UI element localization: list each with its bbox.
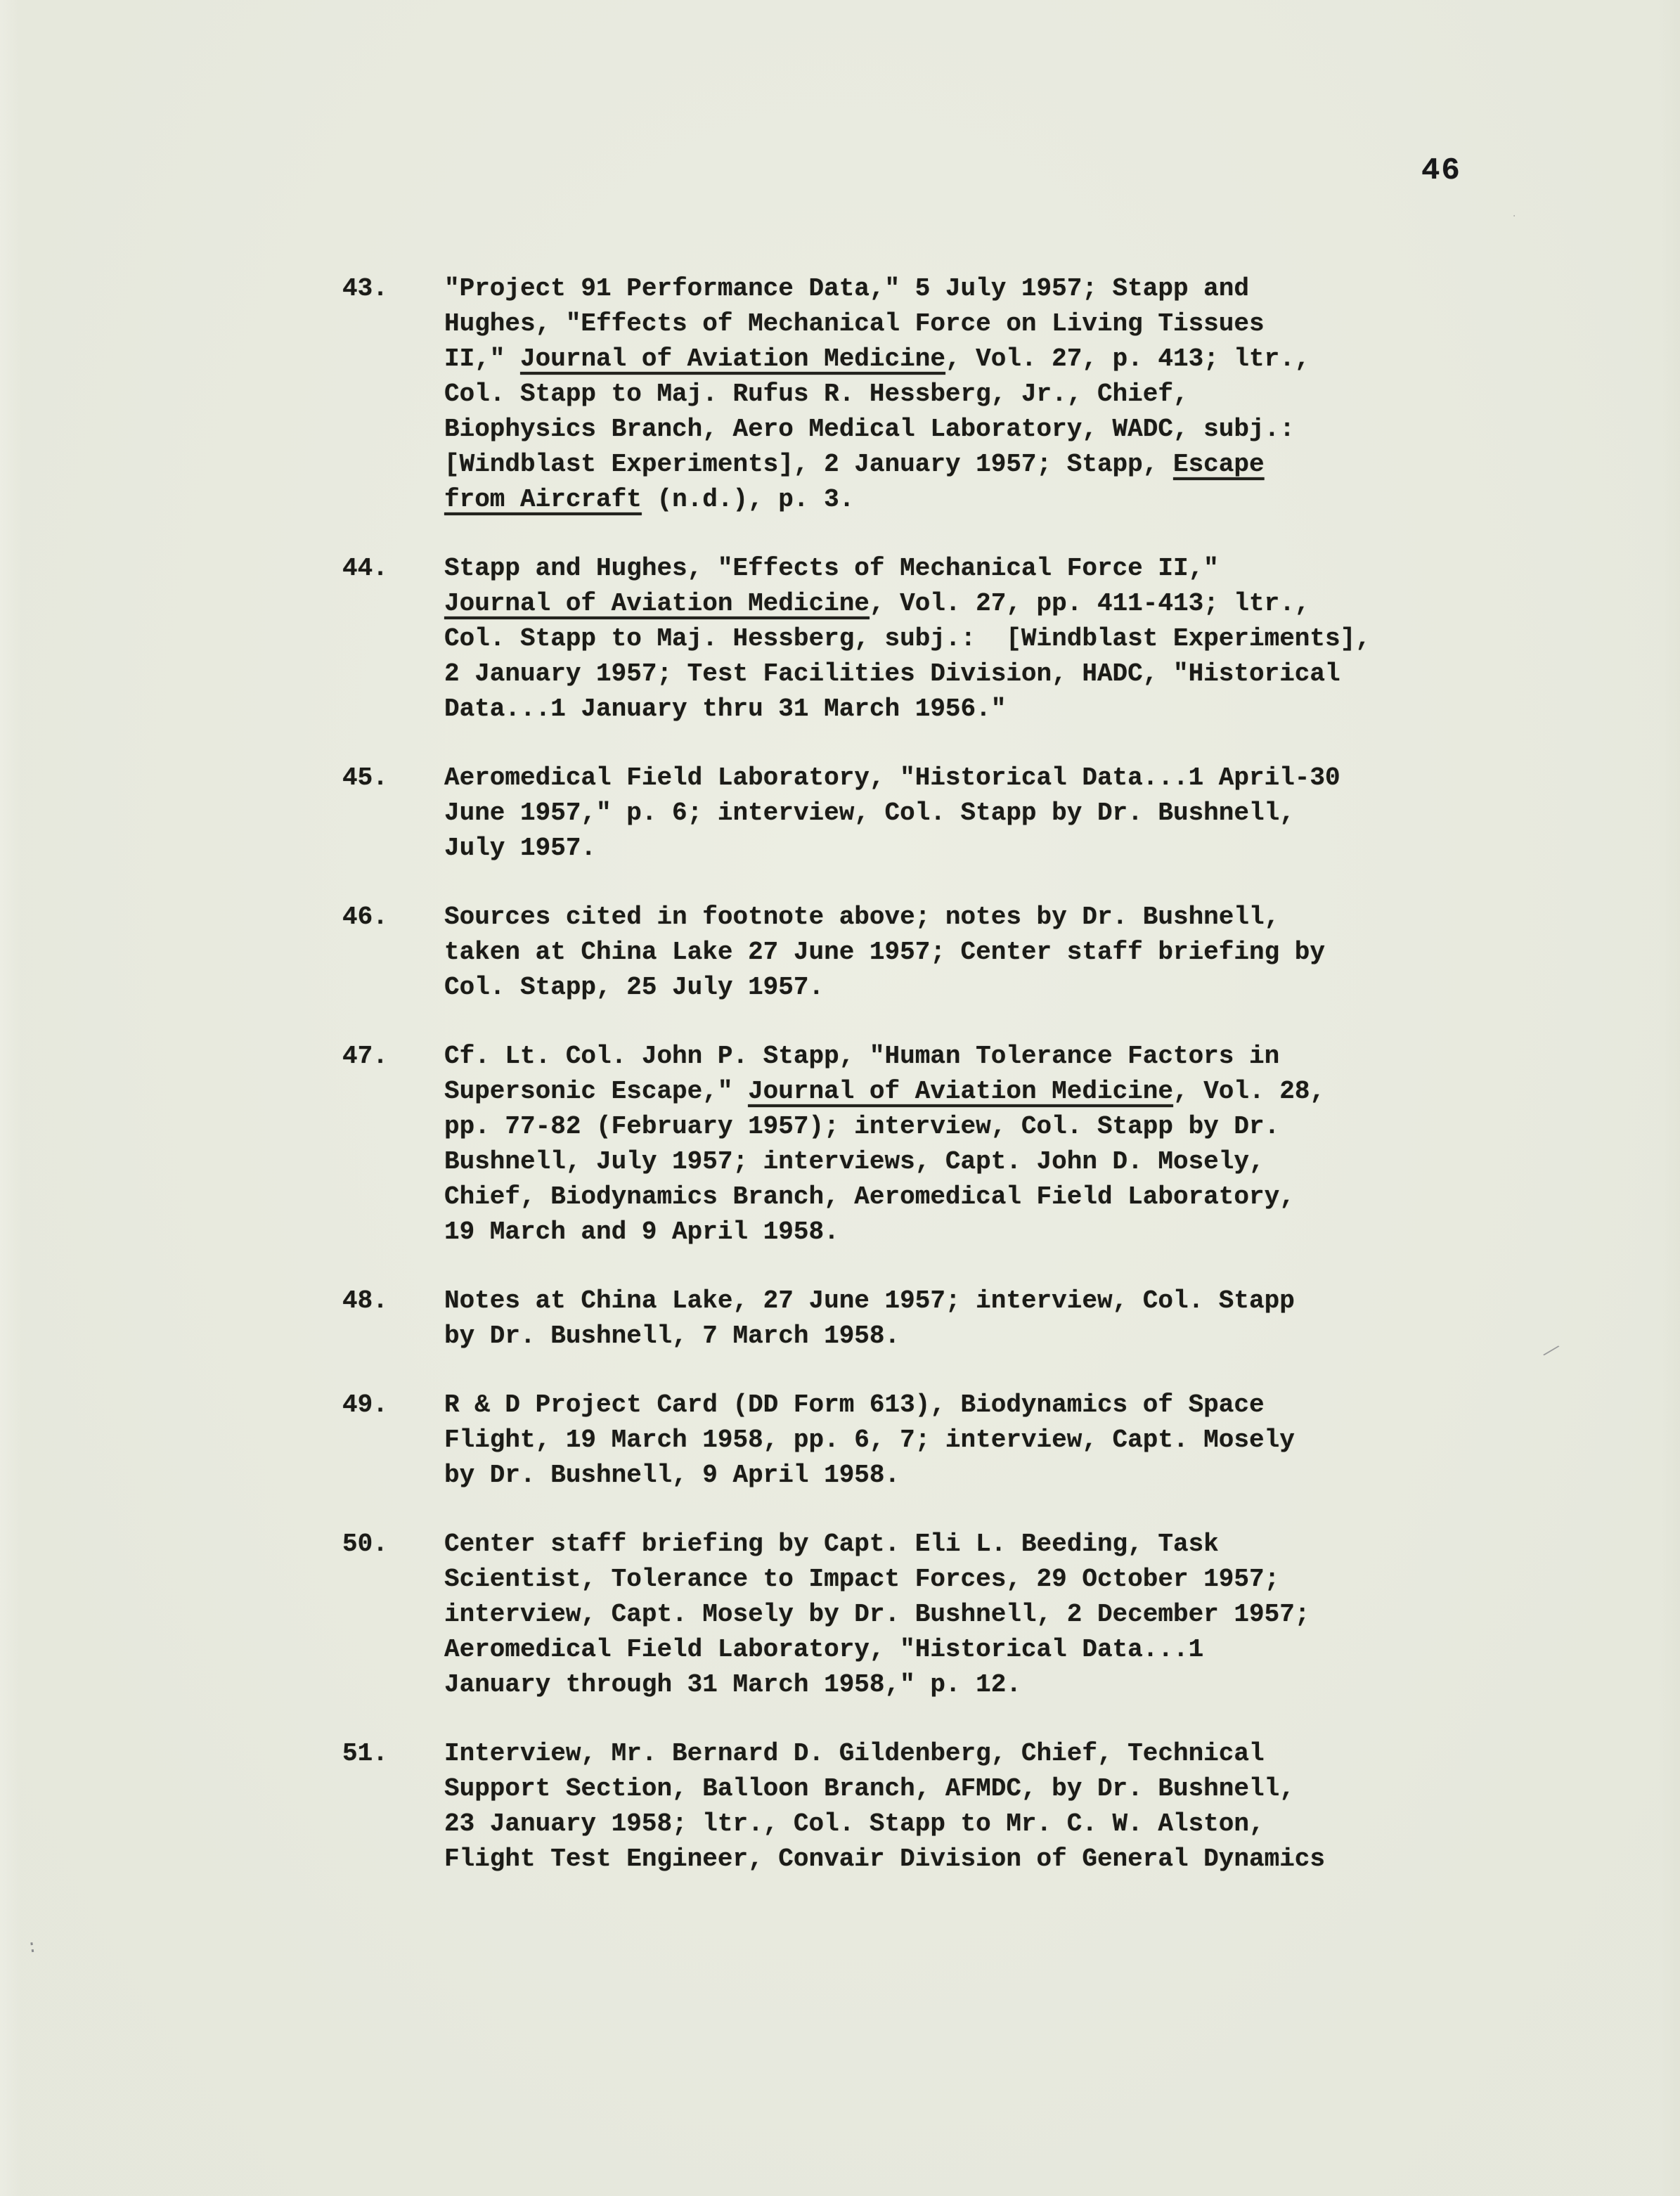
scan-artifact: :	[25, 1936, 39, 1958]
footnote-text	[444, 761, 1551, 866]
footnote-line: Col. Stapp to Maj. Rufus R. Hessberg, Jr., Chief,	[444, 380, 1189, 408]
footnote-text	[444, 900, 1551, 1005]
footnote-line: Supersonic Escape," Journal of Aviation Medicine, Vol. 28,	[444, 1077, 1326, 1106]
footnote-line: 19 March and 9 April 1958.	[444, 1218, 839, 1246]
footnote-line: Cf. Lt. Col. John P. Stapp, "Human Tolerance Factors in	[444, 1042, 1280, 1071]
footnote-line: Center staff briefing by Capt. Eli L. Beeding, Task	[444, 1530, 1219, 1558]
footnote-text	[444, 1284, 1551, 1354]
footnote-number: 48.	[342, 1286, 388, 1315]
footnote-line: Sources cited in footnote above; notes by Dr. Bushnell,	[444, 903, 1280, 931]
footnote-item	[342, 900, 1551, 1005]
underlined-title: Journal of Aviation Medicine	[520, 344, 945, 373]
footnote-line: Flight Test Engineer, Convair Division of General Dynamics	[444, 1845, 1326, 1873]
scan-artifact: ·	[1511, 211, 1518, 222]
footnote-text	[444, 1736, 1551, 1877]
footnote-text	[444, 1527, 1551, 1703]
footnote-line: Journal of Aviation Medicine, Vol. 27, pp. 411-413; ltr.,	[444, 589, 1310, 618]
footnote-item	[342, 551, 1551, 727]
underlined-title: from Aircraft	[444, 485, 642, 514]
footnote-number: 49.	[342, 1390, 388, 1419]
footnote-line: Aeromedical Field Laboratory, "Historical Data...1	[444, 1635, 1204, 1664]
footnote-line: Data...1 January thru 31 March 1956."	[444, 695, 1007, 723]
footnote-line: from Aircraft (n.d.), p. 3.	[444, 485, 855, 514]
footnote-number: 50.	[342, 1530, 388, 1558]
footnote-line: July 1957.	[444, 834, 597, 863]
footnote-number: 45.	[342, 763, 388, 792]
footnote-line: by Dr. Bushnell, 7 March 1958.	[444, 1322, 900, 1350]
footnote-number: 51.	[342, 1739, 388, 1768]
footnote-line: Col. Stapp, 25 July 1957.	[444, 973, 825, 1002]
footnote-line: taken at China Lake 27 June 1957; Center staff briefing by	[444, 938, 1326, 967]
footnote-item	[342, 1527, 1551, 1703]
footnote-line: Flight, 19 March 1958, pp. 6, 7; interview, Capt. Mosely	[444, 1426, 1295, 1454]
scan-artifact: ⁄	[1537, 1337, 1563, 1368]
footnote-line: Support Section, Balloon Branch, AFMDC, by Dr. Bushnell,	[444, 1774, 1295, 1803]
footnote-line: Scientist, Tolerance to Impact Forces, 29 October 1957;	[444, 1565, 1280, 1594]
footnote-line: January through 31 March 1958," p. 12.	[444, 1670, 1021, 1699]
footnote-number: 47.	[342, 1042, 388, 1071]
footnote-line: Biophysics Branch, Aero Medical Laboratory, WADC, subj.:	[444, 415, 1295, 444]
footnote-line: June 1957," p. 6; interview, Col. Stapp by Dr. Bushnell,	[444, 799, 1295, 827]
footnote-line: 23 January 1958; ltr., Col. Stapp to Mr. C. W. Alston,	[444, 1809, 1265, 1838]
footnote-line: Bushnell, July 1957; interviews, Capt. John D. Mosely,	[444, 1147, 1265, 1176]
footnote-line: Chief, Biodynamics Branch, Aeromedical Field Laboratory,	[444, 1182, 1295, 1211]
footnote-line: Col. Stapp to Maj. Hessberg, subj.: [Windblast Experiments],	[444, 624, 1371, 653]
underlined-title: Journal of Aviation Medicine	[444, 589, 870, 618]
underlined-title: Journal of Aviation Medicine	[748, 1077, 1173, 1106]
footnote-number: 46.	[342, 903, 388, 931]
footnote-item	[342, 1388, 1551, 1493]
footnote-item	[342, 761, 1551, 866]
footnote-line: pp. 77-82 (February 1957); interview, Col. Stapp by Dr.	[444, 1112, 1280, 1141]
footnote-line: by Dr. Bushnell, 9 April 1958.	[444, 1461, 900, 1490]
footnote-line: [Windblast Experiments], 2 January 1957; Stapp, Escape	[444, 450, 1265, 479]
footnote-line: 2 January 1957; Test Facilities Division, HADC, "Historical	[444, 659, 1340, 688]
footnote-number: 43.	[342, 274, 388, 303]
footnote-number: 44.	[342, 554, 388, 583]
page-number: 46	[1421, 153, 1461, 188]
footnote-line: "Project 91 Performance Data," 5 July 1957; Stapp and	[444, 274, 1249, 303]
footnote-line: Stapp and Hughes, "Effects of Mechanical Force II,"	[444, 554, 1219, 583]
footnote-line: II," Journal of Aviation Medicine, Vol. 27, p. 413; ltr.,	[444, 344, 1310, 373]
underlined-title: Escape	[1172, 450, 1265, 479]
footnote-item	[342, 1039, 1551, 1250]
footnote-line: Aeromedical Field Laboratory, "Historical Data...1 April-30	[444, 763, 1340, 792]
footnote-line: Hughes, "Effects of Mechanical Force on Living Tissues	[444, 309, 1265, 338]
footnote-text	[444, 271, 1551, 517]
footnote-line: interview, Capt. Mosely by Dr. Bushnell, 2 December 1957;	[444, 1600, 1310, 1629]
footnote-list	[342, 271, 1551, 1911]
footnote-line: R & D Project Card (DD Form 613), Biodynamics of Space	[444, 1390, 1265, 1419]
footnote-item	[342, 1736, 1551, 1877]
footnote-item	[342, 1284, 1551, 1354]
footnote-text	[444, 1388, 1551, 1493]
footnote-line: Interview, Mr. Bernard D. Gildenberg, Chief, Technical	[444, 1739, 1265, 1768]
footnote-line: Notes at China Lake, 27 June 1957; interview, Col. Stapp	[444, 1286, 1295, 1315]
footnote-item	[342, 271, 1551, 517]
footnote-text	[444, 1039, 1551, 1250]
footnote-text	[444, 551, 1551, 727]
